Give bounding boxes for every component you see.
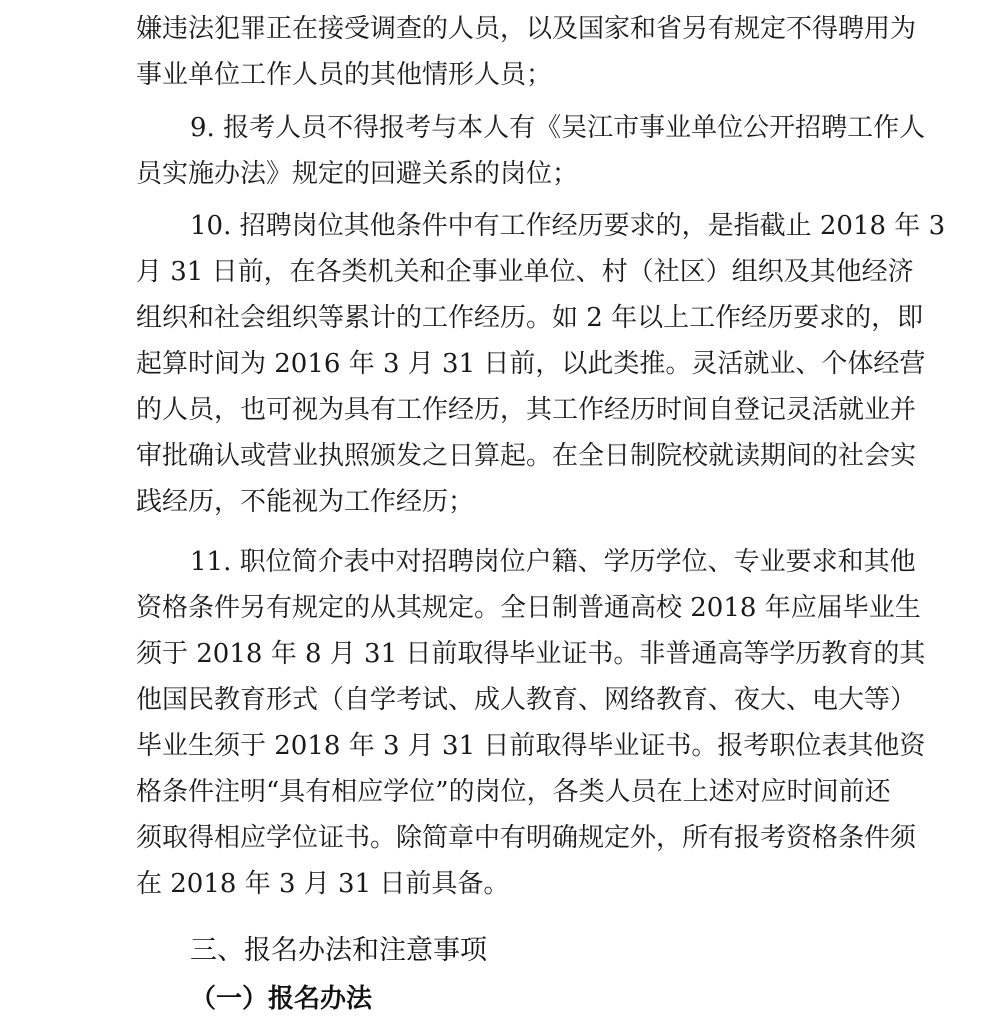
text-line: 组织和社会组织等累计的工作经历。如 2 年以上工作经历要求的，即 [136,303,924,333]
text-line: 10. 招聘岗位其他条件中有工作经历要求的，是指截止 2018 年 3 [190,211,946,241]
text-line: 在 2018 年 3 月 31 日前具备。 [136,869,510,899]
text-line: 员实施办法》规定的回避关系的岗位； [136,159,579,189]
text-line: 践经历，不能视为工作经历； [136,487,475,517]
text-line: 月 31 日前，在各类机关和企事业单位、村（社区）组织及其他经济 [136,257,914,287]
text-line: 格条件注明“具有相应学位”的岗位，各类人员在上述对应时间前还 [136,777,891,807]
text-line: 资格条件另有规定的从其规定。全日制普通高校 2018 年应届毕业生 [136,593,921,623]
text-line: 事业单位工作人员的其他情形人员； [136,60,553,90]
text-line: 审批确认或营业执照颁发之日算起。在全日制院校就读期间的社会实 [136,441,917,471]
text-line: 9. 报考人员不得报考与本人有《吴江市事业单位公开招聘工作人 [190,113,926,143]
section-heading: 三、报名办法和注意事项 [190,935,487,966]
text-line: 他国民教育形式（自学考试、成人教育、网络教育、夜大、电大等） [136,685,917,715]
text-line: 嫌违法犯罪正在接受调查的人员，以及国家和省另有规定不得聘用为 [136,14,917,44]
text-line: 毕业生须于 2018 年 3 月 31 日前取得毕业证书。报考职位表其他资 [136,731,926,761]
text-line: 11. 职位简介表中对招聘岗位户籍、学历学位、专业要求和其他 [190,547,916,577]
text-line: 须取得相应学位证书。除简章中有明确规定外，所有报考资格条件须 [136,823,917,853]
subsection-heading: （一）报名办法 [190,984,373,1014]
text-line: 须于 2018 年 8 月 31 日前取得毕业证书。非普通高等学历教育的其 [136,639,926,669]
text-line: 起算时间为 2016 年 3 月 31 日前，以此类推。灵活就业、个体经营 [136,349,926,379]
text-line: 的人员，也可视为具有工作经历，其工作经历时间自登记灵活就业并 [136,395,917,425]
